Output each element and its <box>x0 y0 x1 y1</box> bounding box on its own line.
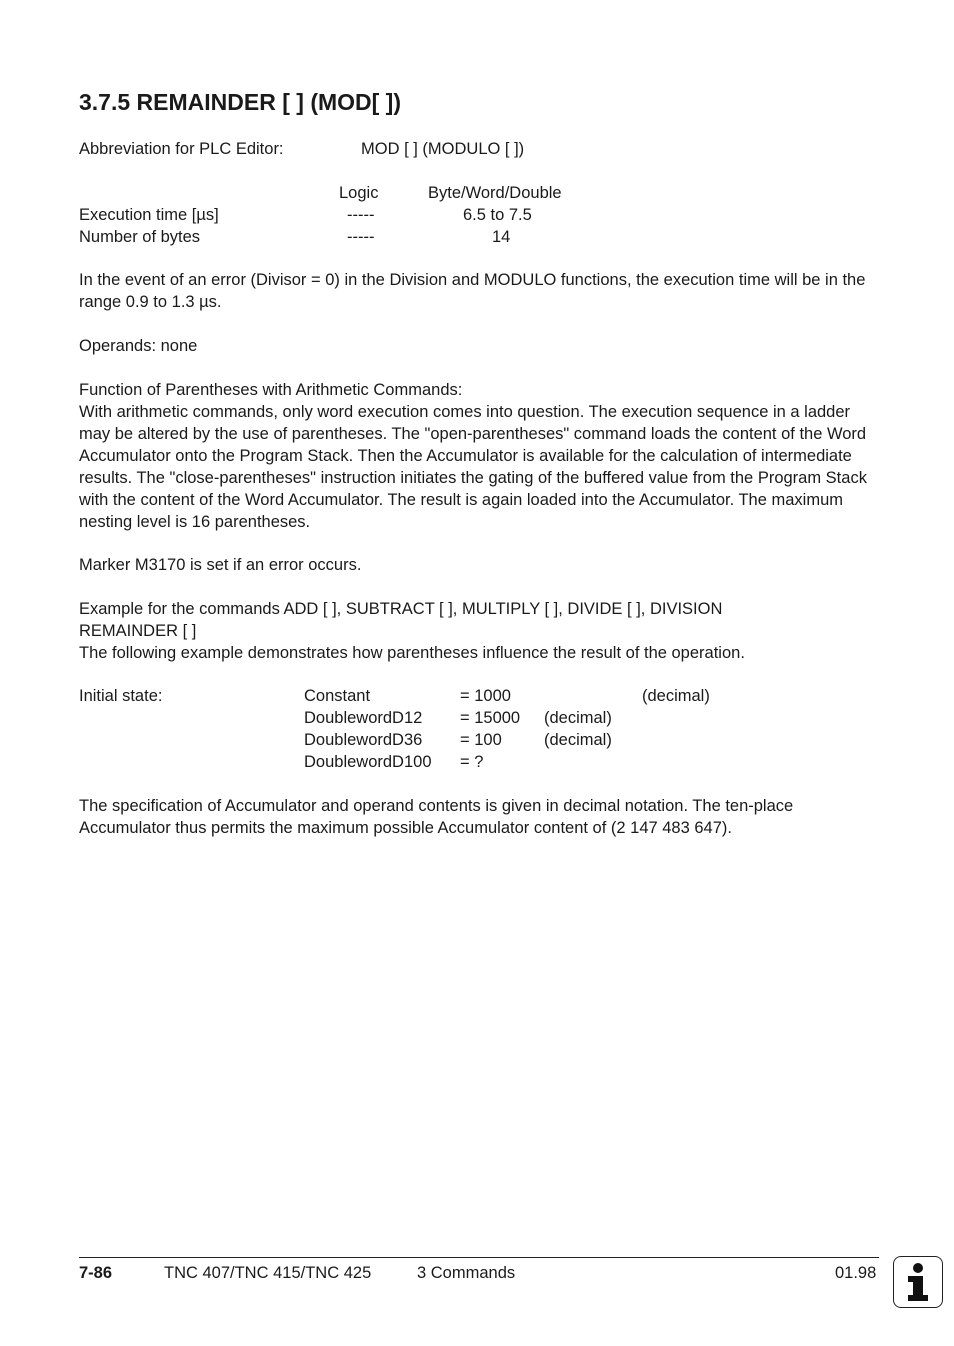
error-time-text: In the event of an error (Divisor = 0) in the Division and MODULO functions, the execution time will be in the range 0.9 to 1.3 µs. <box>79 271 866 311</box>
info-icon-glyph <box>894 1257 941 1306</box>
abbrev-label: Abbreviation for PLC Editor: <box>79 140 284 158</box>
operands-paragraph <box>79 335 879 357</box>
info-icon <box>893 1256 943 1308</box>
abbrev-value: MOD [ ] (MODULO [ ]) <box>361 140 525 158</box>
spec-paragraph <box>79 795 879 839</box>
parentheses-body: With arithmetic commands, only word execution comes into question. The execution sequence in a ladder may be altered by the use of parentheses. The "open-parentheses" command loads the content of the Word Accumulator onto the Program Stack. Then the Accumulator is available for the calculation of intermediate results. The "close-parentheses" instruction initiates the gating of the buffered value from the Program Stack with the content of the Word Accumulator. The result is again loaded into the Accumulator. The maximum nesting level is 16 parentheses. <box>79 403 867 531</box>
col-header-logic: Logic <box>339 184 379 202</box>
footer-divider <box>79 1257 879 1258</box>
row-logic-execution-time: ----- <box>347 206 375 224</box>
example-line-2: REMAINDER [ ] <box>79 622 197 640</box>
state-note: (decimal) <box>642 687 710 705</box>
row-label-execution-time: Execution time [µs] <box>79 206 219 224</box>
row-bwd-number-of-bytes: 14 <box>492 228 511 246</box>
operands-text: Operands: none <box>79 337 198 355</box>
example-line-3: The following example demonstrates how parentheses influence the result of the operation. <box>79 644 745 662</box>
state-value: = 100 <box>460 731 502 749</box>
marker-text: Marker M3170 is set if an error occurs. <box>79 556 362 574</box>
state-name: DoublewordD36 <box>304 731 423 749</box>
parentheses-title: Function of Parentheses with Arithmetic Commands: <box>79 381 463 399</box>
state-name: Constant <box>304 687 371 705</box>
page-number: 7-86 <box>79 1264 113 1282</box>
footer-date: 01.98 <box>835 1264 877 1282</box>
parentheses-section <box>79 379 879 533</box>
row-logic-number-of-bytes: ----- <box>347 228 375 246</box>
state-value: = 1000 <box>460 687 511 705</box>
state-name: DoublewordD100 <box>304 753 432 771</box>
initial-state-label: Initial state: <box>79 687 163 705</box>
error-time-paragraph <box>79 269 879 313</box>
footer-models: TNC 407/TNC 415/TNC 425 <box>164 1264 372 1282</box>
state-note: (decimal) <box>544 709 612 727</box>
page-title: 3.7.5 REMAINDER [ ] (MOD[ ]) <box>79 89 401 115</box>
col-header-byte-word-double: Byte/Word/Double <box>428 184 562 202</box>
row-label-number-of-bytes: Number of bytes <box>79 228 201 246</box>
footer-chapter: 3 Commands <box>417 1264 516 1282</box>
state-name: DoublewordD12 <box>304 709 423 727</box>
state-value: = ? <box>460 753 484 771</box>
state-note: (decimal) <box>544 731 612 749</box>
marker-paragraph <box>79 554 879 576</box>
example-section <box>79 598 879 664</box>
row-bwd-execution-time: 6.5 to 7.5 <box>463 206 532 224</box>
example-line-1: Example for the commands ADD [ ], SUBTRACT [ ], MULTIPLY [ ], DIVIDE [ ], DIVISION <box>79 600 723 618</box>
spec-text: The specification of Accumulator and operand contents is given in decimal notation. The ten-place Accumulator thus permits the maximum possible Accumulator content of (2 147 483 647). <box>79 797 794 837</box>
state-value: = 15000 <box>460 709 521 727</box>
